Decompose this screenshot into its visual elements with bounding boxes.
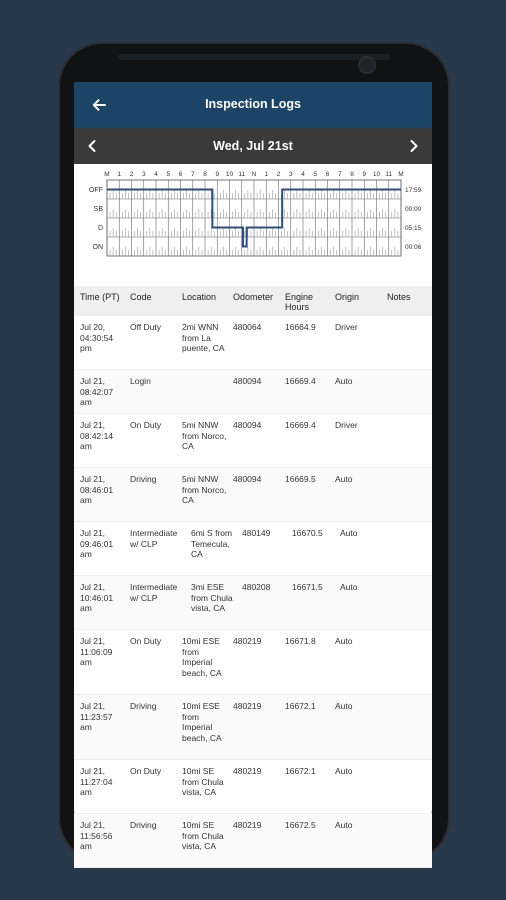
graph-hour-label: N	[251, 171, 257, 178]
graph-hour-label: 10	[372, 171, 381, 178]
graph-hour-label: 7	[190, 171, 195, 178]
cell-time: Jul 21, 11:56:56 am	[80, 820, 113, 852]
cell-odometer: 480219	[233, 766, 262, 776]
cell-odometer: 480149	[242, 528, 271, 538]
table-row[interactable]	[74, 695, 432, 760]
column-header-time: Time (PT)	[80, 292, 120, 302]
graph-hour-label: 5	[313, 171, 318, 178]
table-row[interactable]	[74, 316, 432, 370]
cell-location: 5mi NNW from Norco, CA	[182, 474, 227, 506]
cell-code: Off Duty	[130, 322, 162, 332]
cell-code: Driving	[130, 474, 157, 484]
graph-status-label: SB	[93, 206, 103, 213]
cell-engine-hours: 16672.5	[285, 820, 316, 830]
cell-engine-hours: 16669.5	[285, 474, 316, 484]
graph-status-label: OFF	[89, 187, 103, 194]
cell-code: Driving	[130, 820, 157, 830]
cell-time: Jul 21, 11:27:04 am	[80, 766, 113, 798]
cell-odometer: 480208	[242, 582, 271, 592]
graph-hour-label: 6	[325, 171, 330, 178]
app-bar	[74, 82, 432, 128]
cell-origin: Auto	[340, 582, 358, 592]
date-navigation-bar	[74, 128, 432, 164]
cell-engine-hours: 16671.8	[285, 636, 316, 646]
table-row[interactable]	[74, 576, 432, 630]
cell-code: On Duty	[130, 420, 162, 430]
table-row[interactable]	[74, 814, 432, 868]
log-table-body	[74, 316, 432, 852]
cell-odometer: 480094	[233, 474, 262, 484]
cell-odometer: 480219	[233, 636, 262, 646]
cell-engine-hours: 16669.4	[285, 376, 316, 386]
graph-hour-label: 2	[129, 171, 134, 178]
cell-origin: Auto	[335, 701, 353, 711]
page-title: Inspection Logs	[205, 97, 301, 111]
graph-hour-label: 1	[264, 171, 269, 178]
cell-time: Jul 20, 04:30:54 pm	[80, 322, 114, 354]
graph-hour-label: 4	[301, 171, 305, 178]
column-header-odometer: Odometer	[233, 292, 274, 302]
cell-location: 10mi SE from Chula vista, CA	[182, 766, 224, 798]
cell-engine-hours: 16672.1	[285, 766, 316, 776]
graph-hour-label: 9	[215, 171, 220, 178]
graph-hour-label: 8	[203, 171, 207, 178]
cell-engine-hours: 16671.5	[292, 582, 323, 592]
cell-location: 5mi NNW from Norco, CA	[182, 420, 227, 452]
cell-location: 10mi ESE from Imperial beach, CA	[182, 636, 222, 678]
table-row[interactable]	[74, 630, 432, 695]
table-row[interactable]	[74, 370, 432, 414]
table-row[interactable]	[74, 414, 432, 468]
cell-engine-hours: 16664.9	[285, 322, 316, 332]
cell-odometer: 480219	[233, 701, 262, 711]
column-header-engine-hours: Engine Hours	[285, 292, 314, 312]
cell-time: Jul 21, 11:06:09 am	[80, 636, 113, 668]
graph-hour-label: 11	[385, 171, 393, 178]
graph-status-total: 00:06	[405, 244, 422, 251]
cell-origin: Auto	[335, 636, 353, 646]
cell-time: Jul 21, 08:42:07 am	[80, 376, 114, 408]
cell-code: On Duty	[130, 636, 162, 646]
graph-hour-label: 2	[276, 171, 281, 178]
cell-origin: Auto	[335, 376, 353, 386]
cell-time: Jul 21, 10:46:01 am	[80, 582, 114, 614]
graph-hour-label: 10	[225, 171, 234, 178]
cell-origin: Driver	[335, 322, 358, 332]
graph-hour-label: 5	[166, 171, 171, 178]
graph-hour-label: M	[398, 171, 404, 178]
cell-odometer: 480094	[233, 376, 262, 386]
cell-engine-hours: 16669.4	[285, 420, 316, 430]
phone-frame	[58, 42, 450, 862]
cell-engine-hours: 16670.5	[292, 528, 323, 538]
graph-hour-label: 11	[238, 171, 246, 178]
cell-code: On Duty	[130, 766, 162, 776]
cell-location: 10mi SE from Chula vista, CA	[182, 820, 224, 852]
graph-hour-label: 8	[350, 171, 354, 178]
cell-location: 2mi WNN from La puente, CA	[182, 322, 225, 354]
cell-code: Driving	[130, 701, 157, 711]
cell-origin: Auto	[335, 474, 353, 484]
cell-origin: Auto	[340, 528, 358, 538]
graph-status-label: D	[97, 225, 103, 232]
cell-code: Intermediate w/ CLP	[130, 528, 178, 549]
cell-odometer: 480219	[233, 820, 262, 830]
column-header-origin: Origin	[335, 292, 360, 302]
cell-time: Jul 21, 08:46:01 am	[80, 474, 114, 506]
chevron-right-icon	[408, 139, 420, 153]
cell-time: Jul 21, 11:23:57 am	[80, 701, 113, 733]
cell-time: Jul 21, 08:42:14 am	[80, 420, 114, 452]
duty-status-graph	[74, 164, 432, 284]
table-row[interactable]	[74, 522, 432, 576]
graph-hour-label: 4	[154, 171, 158, 178]
cell-origin: Auto	[335, 820, 353, 830]
column-header-location: Location	[182, 292, 217, 302]
graph-hour-label: 1	[117, 171, 122, 178]
cell-time: Jul 21, 09:46:01 am	[80, 528, 114, 560]
graph-hour-label: 6	[178, 171, 183, 178]
column-header-notes: Notes	[387, 292, 411, 302]
graph-hour-label: M	[104, 171, 110, 178]
graph-status-total: 17:59	[405, 187, 422, 194]
cell-origin: Auto	[335, 766, 353, 776]
table-row[interactable]	[74, 468, 432, 522]
graph-hour-label: 3	[288, 171, 293, 178]
current-date: Wed, Jul 21st	[213, 139, 293, 153]
cell-odometer: 480094	[233, 420, 262, 430]
speaker-grille	[118, 54, 390, 60]
duty-status-grid	[74, 164, 432, 284]
cell-location: 6mi S from Temecula, CA	[191, 528, 233, 560]
graph-hour-label: 3	[141, 171, 146, 178]
cell-engine-hours: 16672.1	[285, 701, 316, 711]
column-header-code: Code	[130, 292, 152, 302]
graph-status-label: ON	[92, 244, 103, 251]
cell-code: Intermediate w/ CLP	[130, 582, 178, 603]
cell-location: 10mi ESE from Imperial beach, CA	[182, 701, 222, 743]
cell-origin: Driver	[335, 420, 358, 430]
app-screen	[74, 82, 432, 852]
graph-status-total: 05:15	[405, 225, 422, 232]
table-row[interactable]	[74, 760, 432, 814]
cell-code: Login	[130, 376, 151, 386]
front-camera	[358, 56, 376, 74]
next-day-button[interactable]	[402, 135, 426, 157]
graph-hour-label: 9	[362, 171, 367, 178]
graph-status-total: 00:00	[405, 206, 422, 213]
cell-location: 3mi ESE from Chula vista, CA	[191, 582, 233, 614]
cell-odometer: 480064	[233, 322, 262, 332]
log-table-header	[74, 286, 432, 316]
graph-hour-label: 7	[337, 171, 342, 178]
